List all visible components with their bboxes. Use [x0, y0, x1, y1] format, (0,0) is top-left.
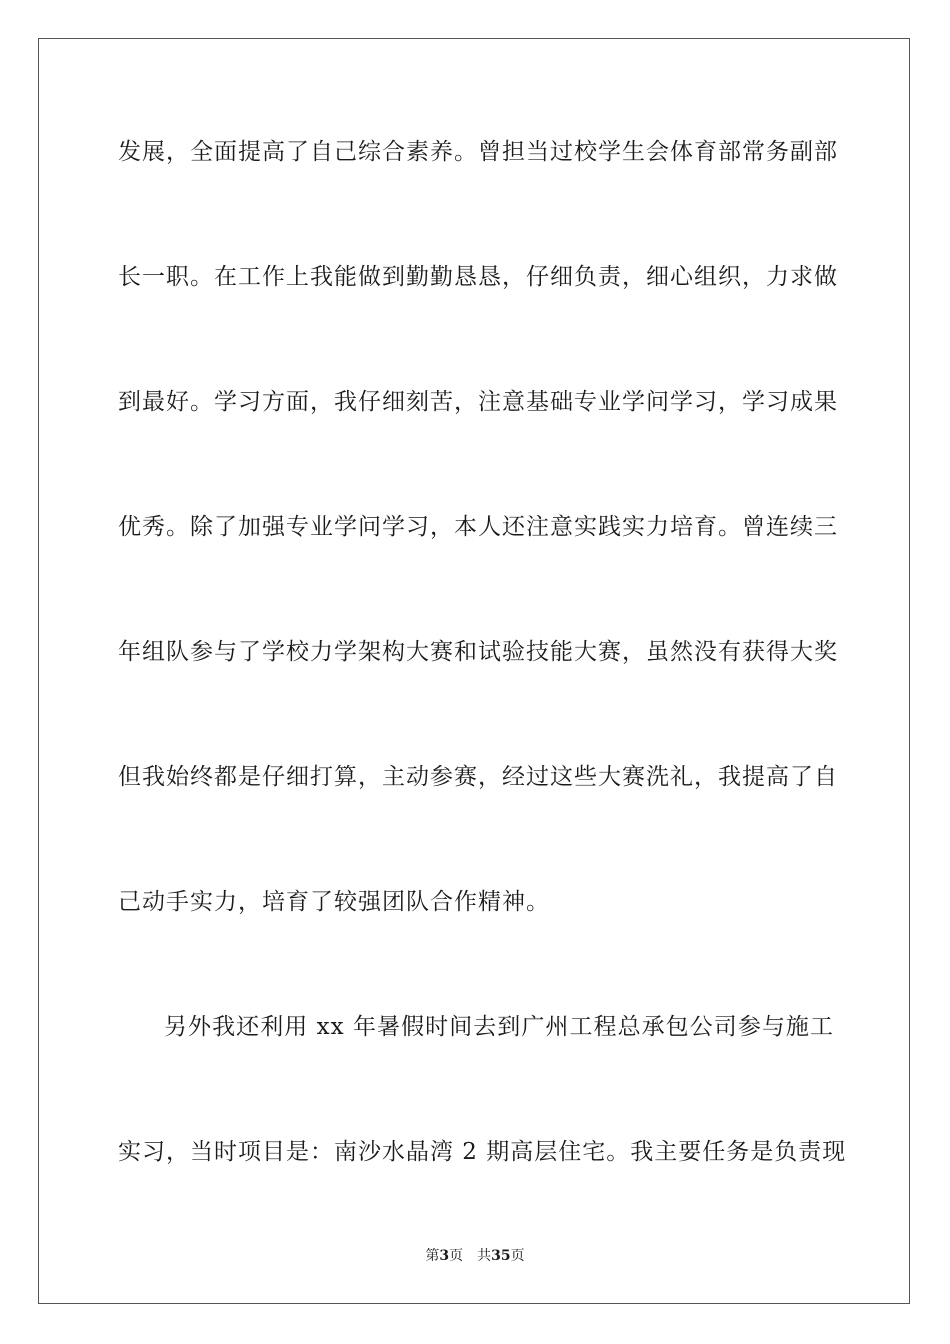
text-line: 到最好。学习方面，我仔细刻苦，注意基础专业学问学习，学习成果 — [118, 389, 838, 415]
total-pages: 35 — [491, 1248, 511, 1264]
text-line: 发展，全面提高了自己综合素养。曾担当过校学生会体育部常务副部 — [118, 139, 838, 165]
page-prefix: 第 — [425, 1248, 440, 1264]
page-suffix: 页 — [449, 1248, 464, 1264]
text-line: 长一职。在工作上我能做到勤勤恳恳，仔细负责，细心组织，力求做 — [118, 264, 838, 290]
text-line: 己动手实力，培育了较强团队合作精神。 — [118, 889, 550, 915]
text-line: 年组队参与了学校力学架构大赛和试验技能大赛，虽然没有获得大奖 — [118, 639, 838, 665]
text-line: 但我始终都是仔细打算，主动参赛，经过这些大赛洗礼，我提高了自 — [118, 764, 838, 790]
page-footer — [0, 1247, 950, 1265]
page-number: 3 — [439, 1248, 450, 1264]
total-suffix: 页 — [510, 1248, 525, 1264]
paragraph-first-line: 另外我还利用 xx 年暑假时间去到广州工程总承包公司参与施工 — [164, 1014, 834, 1040]
text-line: 优秀。除了加强专业学问学习，本人还注意实践实力培育。曾连续三 — [118, 514, 838, 540]
total-prefix: 共 — [477, 1248, 492, 1264]
text-line: 实习，当时项目是：南沙水晶湾 2 期高层住宅。我主要任务是负责现 — [118, 1139, 847, 1165]
